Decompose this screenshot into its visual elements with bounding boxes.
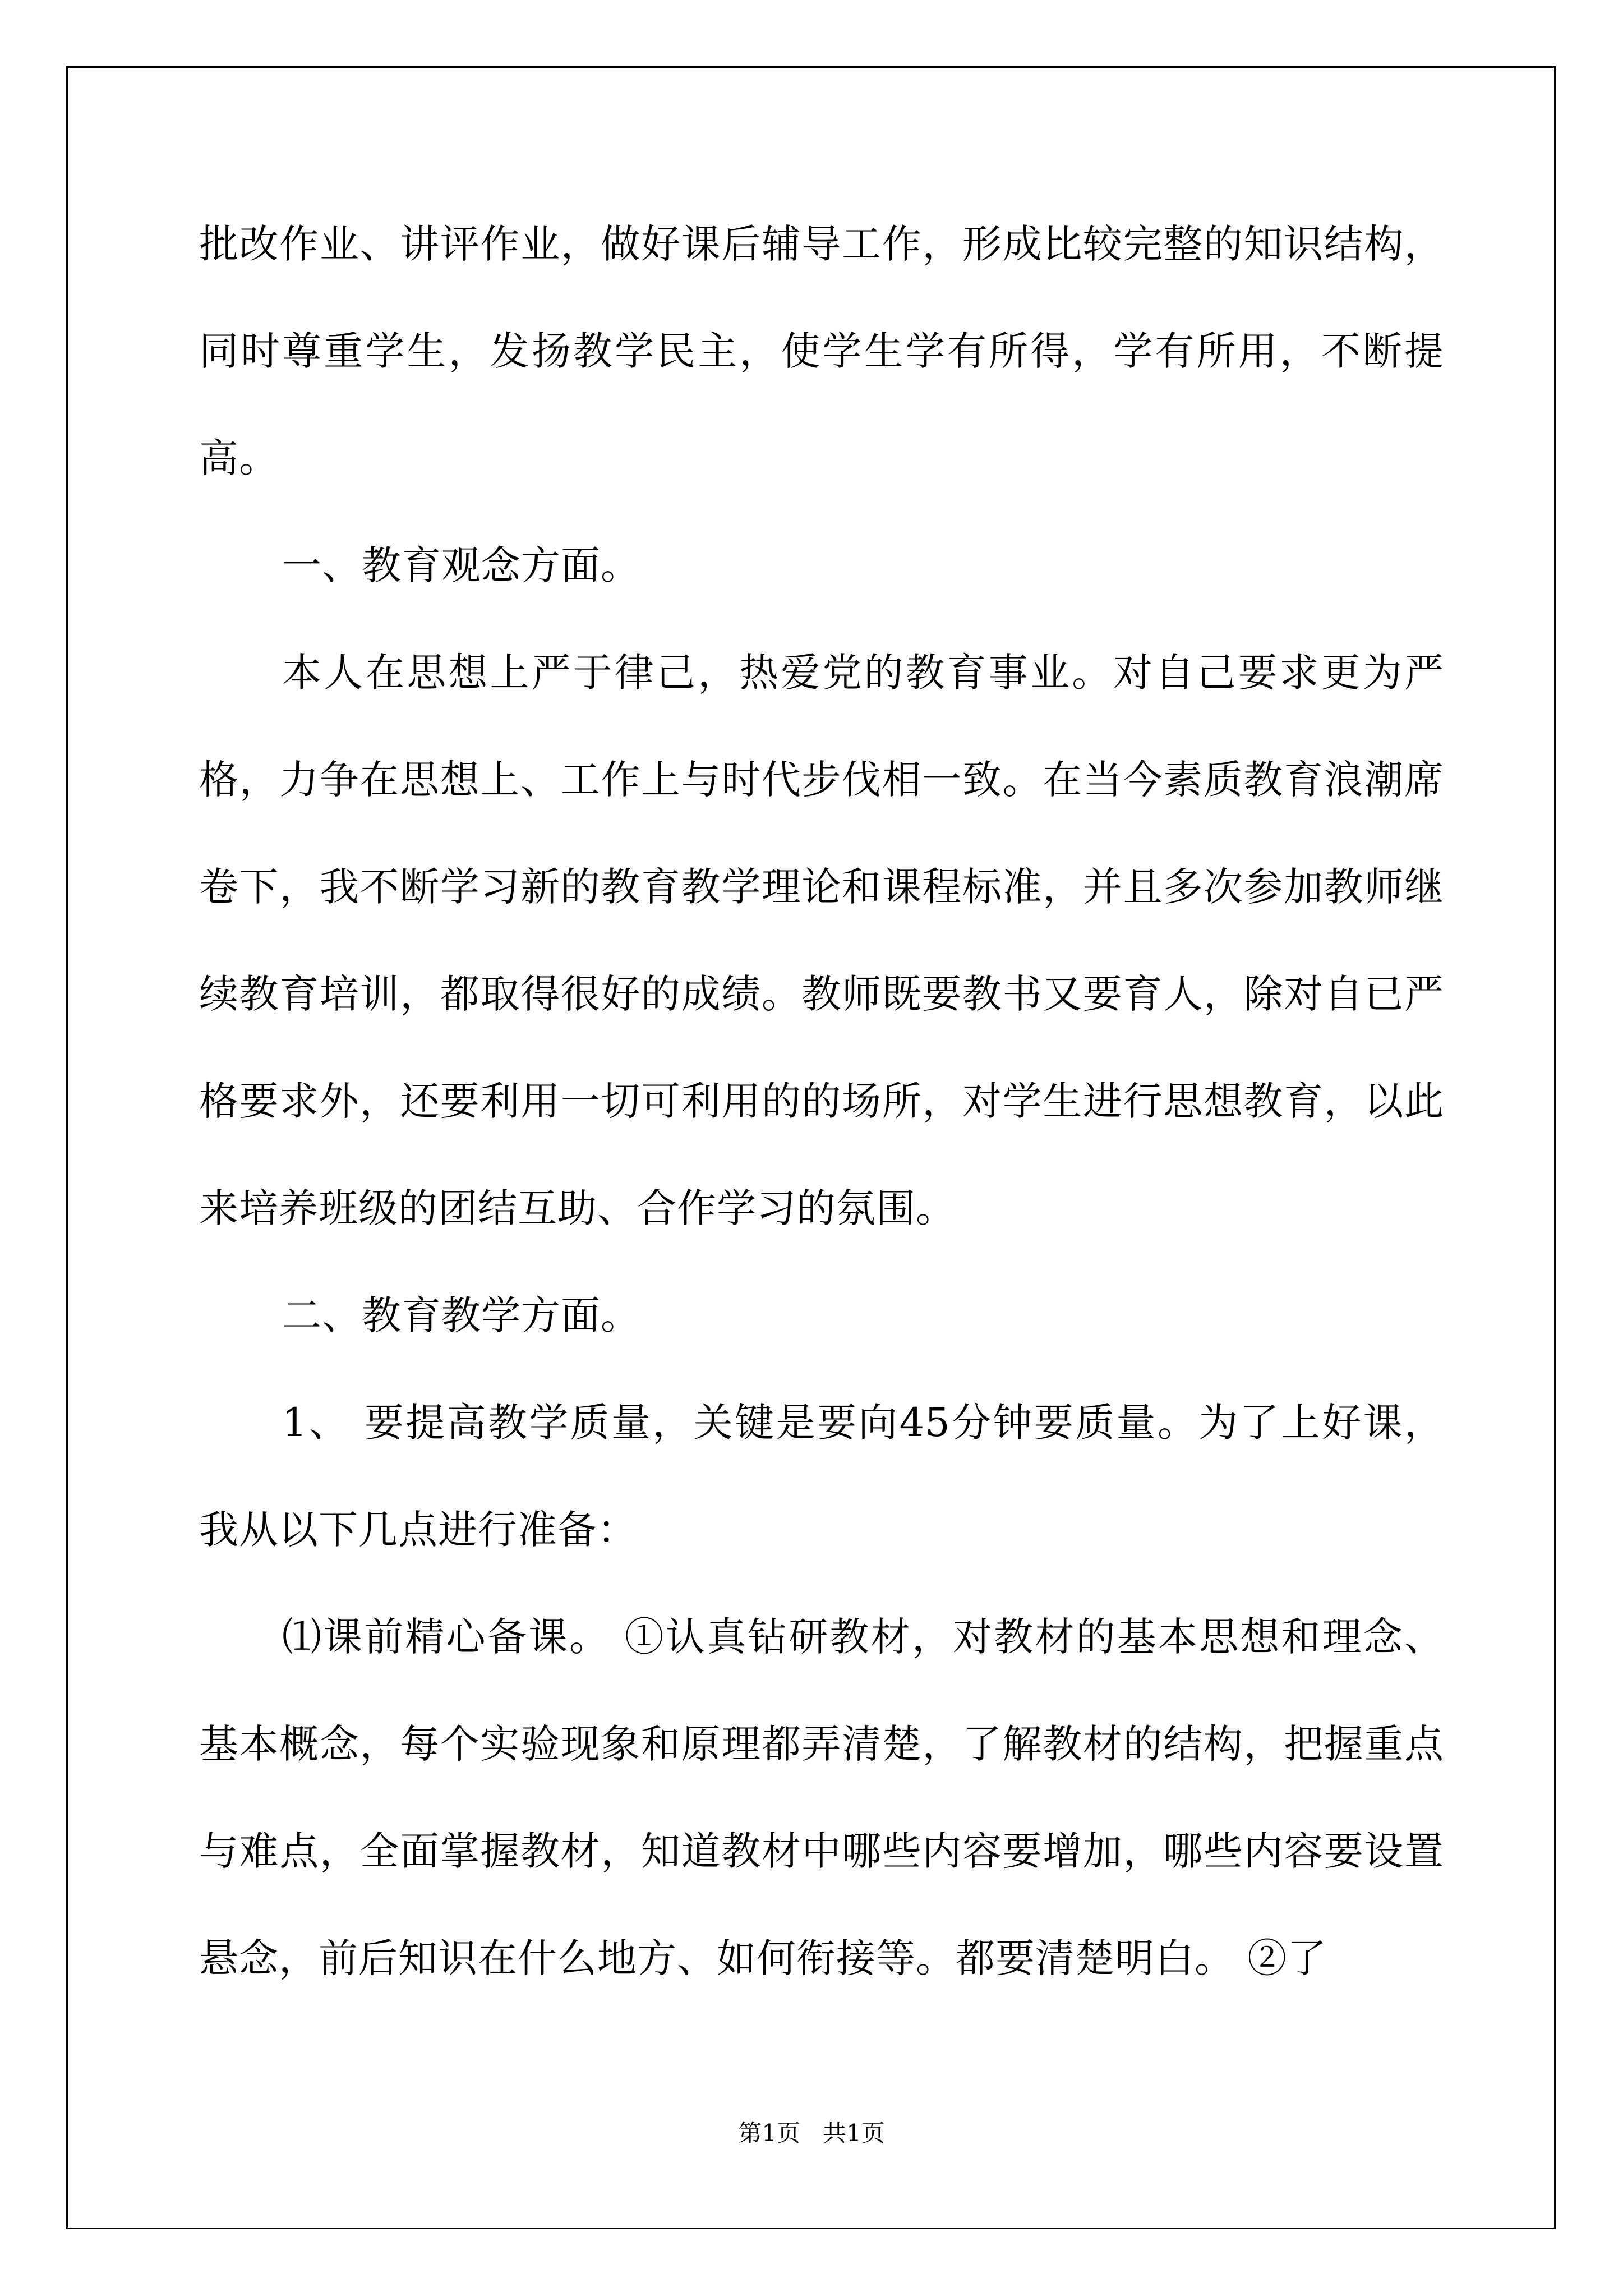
paragraph-education-concept: 本人在思想上严于律己，热爱党的教育事业。对自己要求更为严格，力争在思想上、工作上与时代步伐相一致。在当今素质教育浪潮席卷下，我不断学习新的教育教学理论和课程标准，并且多次参加教师继续教育培训，都取得很好的成绩。教师既要教书又要育人，除对自已严格要求外，还要利用一切可利用的的场所，对学生进行思想教育，以此来培养班级的团结互助、合作学习的氛围。 <box>199 650 1444 1231</box>
paragraph-lesson-preparation: ⑴课前精心备课。 ①认真钻研教材，对教材的基本思想和理念、基本概念，每个实验现象和原理都弄清楚，了解教材的结构，把握重点与难点，全面掌握教材，知道教材中哪些内容要增加，哪些内容要设置悬念，前后知识在什么地方、如何衔接等。都要清楚明白。 ②了 <box>199 1614 1444 1981</box>
section-heading-education-concept: 一、教育观念方面。 <box>282 542 640 588</box>
page-number-footer: 第1页 共1页 <box>738 2119 885 2147</box>
section-heading-teaching: 二、教育教学方面。 <box>282 1292 640 1338</box>
paragraph-teaching-point-1: 1、 要提高教学质量，关键是要向45分钟要质量。为了上好课，我从以下几点进行准备： <box>199 1400 1444 1553</box>
paragraph-continuation: 批改作业、讲评作业，做好课后辅导工作，形成比较完整的知识结构，同时尊重学生，发扬教学民主，使学生学有所得，学有所用，不断提高。 <box>199 221 1444 481</box>
document-body <box>199 191 1444 2012</box>
